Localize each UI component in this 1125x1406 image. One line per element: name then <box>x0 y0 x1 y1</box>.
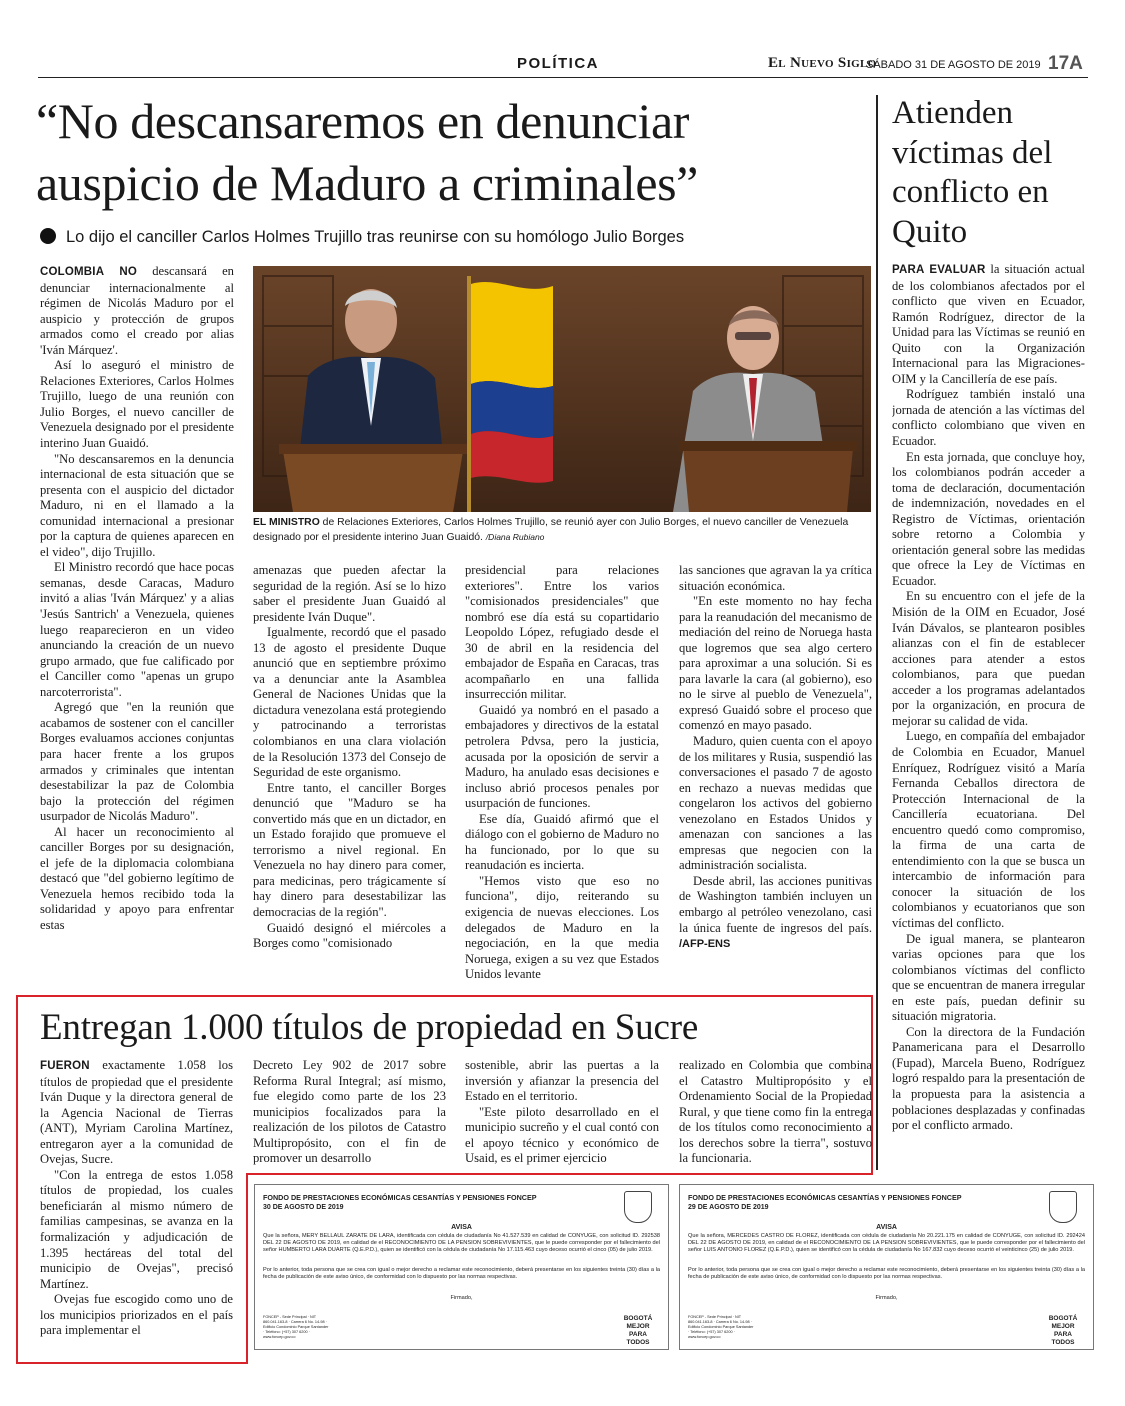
paragraph: "Este piloto desarrollado en el municipio sucreño y el cual contó con el apoyo técnico y económico de Usaid, es el primer ejercicio <box>465 1104 659 1166</box>
paragraph: Con la directora de la Fundación Panamericana para el Desarrollo (Fupad), Marcela Bueno, Rodríguez logró respaldo para la presentación de la propuesta para la asistencia a poblaciones desplazadas y confinadas por el conflicto armado. <box>892 1024 1085 1133</box>
photo-illustration <box>253 266 871 512</box>
paragraph: Al hacer un reconocimiento al canciller Borges por su designación, el jefe de la diplomacia colombiana destacó que "del gobierno legítimo de Venezuela hemos recibido toda la solidaridad y apoyo para enfrentar estas <box>40 824 234 932</box>
highlight-frame-bottom-right <box>246 1173 873 1175</box>
notice-date: 29 DE AGOSTO DE 2019 <box>688 1204 769 1211</box>
photo-caption <box>253 516 871 545</box>
notice-body-2: Por lo anterior, toda persona que se crea con igual o mejor derecho a reclamar este reconocimiento, deberá presentarse en los siguientes treinta (30) días a la fecha de publicación de este aviso único, de conformidad con lo dispuesto por las normas respectivas. <box>263 1267 660 1280</box>
paragraph: Luego, en compañía del embajador de Colombia en Ecuador, Manuel Enríquez, Rodríguez visitó a María Fernanda Ceballos directora de Protección Internacional de la Cancillería ecuatoriana. Del encuentro quedó como compromiso, la firma de una carta de entendimiento con la que se busca un intercambio de información para conocer la situación de los colombianos y ecuatorianos que son víctimas del conflicto. <box>892 729 1085 930</box>
notice-body-2: Por lo anterior, toda persona que se crea con igual o mejor derecho a reclamar este reconocimiento, deberá presentarse en los siguientes treinta (30) días a la fecha de publicación de este aviso único, de conformidad con lo dispuesto por las normas respectivas. <box>688 1267 1085 1280</box>
paragraph: FUERON exactamente 1.058 los títulos de propiedad que el presidente Iván Duque y la directora general de la Agencia Nacional de Tierras (ANT), Myriam Carolina Martínez, entregaron ayer a la comunidad de Ovejas, Sucre. <box>40 1058 233 1167</box>
main-col-1 <box>40 264 234 984</box>
caption-lead: EL MINISTRO <box>253 517 320 528</box>
notice-signed: Firmado, <box>875 1295 898 1301</box>
foncep-seal-icon <box>624 1191 652 1223</box>
main-col-3 <box>465 563 659 985</box>
notice-1 <box>254 1184 669 1350</box>
sucre-col-2 <box>253 1058 446 1168</box>
sucre-col-1 <box>40 1058 233 1350</box>
sucre-col-4 <box>679 1058 872 1168</box>
lead-in: PARA EVALUAR <box>892 264 986 276</box>
notice-date: 30 DE AGOSTO DE 2019 <box>263 1204 344 1211</box>
lead-in: COLOMBIA NO <box>40 266 137 278</box>
main-headline: “No descansaremos en denunciar auspicio de Maduro a criminales” <box>36 93 698 211</box>
deck-text: Lo dijo el canciller Carlos Holmes Trujillo tras reunirse con su homólogo Julio Borges <box>66 228 685 246</box>
notice-address: FONCEP - Sede Principal · NIT 860.041.163-8 · Carrera 6 No. 14-98 · Edificio Condominio Parque Santander · Teléfono: (+57) 307 6200 · www.foncep.gov.co <box>263 1315 329 1339</box>
notice-body: Que la señora, MERY BELLAUL ZARATE DE LARA, identificada con cédula de ciudadanía No 41.527.539 en calidad de CONYUGE, con solicitud ID. 292538 DEL 22 DE AGOSTO DE 2019, en calidad de el RECONOCIMIENTO DE LA PENSION SOBREVIVIENTES, que le puede corresponder por el fallecimiento del señor HUMBERTO LARA DUARTE (Q.E.P.D.), quien se identificó con la cédula de ciudadanía No 17.115.463 cuyo deceso ocurrió el cinco (05) de julio 2019. <box>263 1233 660 1253</box>
paragraph: Agregó que "en la reunión que acabamos de sostener con el canciller Borges evaluamos acciones conjuntas para hacer frente a los grupos armados y criminales que intentan desestabilizar la paz de Colombia bajo la protección del régimen usurpador de Nicolás Maduro". <box>40 700 234 824</box>
paragraph: Guaidó ya nombró en el pasado a embajadores y directivos de la estatal petrolera Pdvsa, pero la justicia, acusada por la oposición de servir a Maduro, ha anulado esas decisiones e incluso abrió procesos penales por usurpación de funciones. <box>465 702 659 811</box>
notice-org: FONDO DE PRESTACIONES ECONÓMICAS CESANTÍAS Y PENSIONES FONCEP <box>263 1193 537 1202</box>
foncep-seal-icon <box>1049 1191 1077 1223</box>
main-deck <box>40 228 860 247</box>
paragraph: Igualmente, recordó que el pasado 13 de agosto el presidente Duque anunció que en septiembre próximo va a denunciar ante la Asamblea General de Naciones Unidas que la dictadura venezolana está protegiendo y patrocinando a terroristas colombianos en una clara violación de la Resolución 1373 del Consejo de Seguridad de este organismo. <box>253 625 446 780</box>
notice-title: AVISA <box>451 1224 472 1231</box>
side-column-rule <box>876 95 878 1170</box>
header-rule <box>38 77 1088 78</box>
bullet-icon <box>40 228 56 244</box>
notice-body: Que la señora, MERCEDES CASTRO DE FLOREZ, identificada con cédula de ciudadanía No 20.221.175 en calidad de CONYUGE, con solicitud ID. 292424 DEL 22 DE AGOSTO DE 2019, en calidad de el RECONOCIMIENTO DE LA PENSION SOBREVIVIENTES, que le puede corresponder por el fallecimiento del señor LUIS ANTONIO FLOREZ (Q.E.P.D.), quien se identificó con la cédula de ciudadanía No 167.832 cuyo deceso ocurrió el veinticinco (25) de julio 2019. <box>688 1233 1085 1253</box>
paragraph: las sanciones que agravan la ya crítica situación económica. <box>679 563 872 593</box>
paragraph: En esta jornada, que concluye hoy, los colombianos podrán acceder a toma de declaración, documentación de indemnización, novedades en el Registro de Víctimas, orientación sobre retorno a Colombia y orientación general sobre las medidas que ofrece la Ley de Víctimas en Ecuador. <box>892 449 1085 588</box>
paragraph: Entre tanto, el canciller Borges denunció que "Maduro se ha convertido más que en un dictador, en un Estado forajido que promueve el terrorismo a nivel regional. En Venezuela no hay dinero para comer, para medicinas, pero trágicamente sí hay dinero para desestabilizar las democracias de la región". <box>253 780 446 920</box>
paragraph: "Hemos visto que eso no funciona", dijo, reiterando su exigencia de nuevas elecciones. Los delegados de Maduro en la negociación, en la que media Noruega, exigen a su vez que Estados Unidos levante <box>465 873 659 982</box>
paragraph: Ovejas fue escogido como uno de los municipios priorizados en el país para implementar el <box>40 1292 233 1338</box>
main-col-2 <box>253 563 446 985</box>
sucre-headline: Entregan 1.000 títulos de propiedad en Sucre <box>40 1007 699 1048</box>
caption-text: de Relaciones Exteriores, Carlos Holmes Trujillo, se reunió ayer con Julio Borges, el nuevo canciller de Venezuela designado por el presidente interino Juan Guaidó. <box>253 517 849 543</box>
paragraph: sostenible, abrir las puertas a la inversión y afianzar la presencia del Estado en el territorio. <box>465 1058 659 1104</box>
paragraph: presidencial para relaciones exteriores". Entre los varios "comisionados presidenciales" que nombró ese día está su copartidario Leopoldo López, refugiado desde el 30 de abril en la residencia del embajador de España en Caracas, tras acompañarlo en una fallida insurrección militar. <box>465 563 659 702</box>
notice-address: FONCEP - Sede Principal · NIT 860.041.163-8 · Carrera 6 No. 14-98 · Edificio Condominio Parque Santander · Teléfono: (+57) 307 6200 · www.foncep.gov.co <box>688 1315 754 1339</box>
side-body <box>892 262 1085 1167</box>
paragraph: realizado en Colombia que combina el Catastro Multipropósito y el Ordenamiento Social de la Propiedad Rural, y que tiene como fin la entrega de los títulos como reconocimiento a los derechos sobre la tierra", sostuvo la funcionaria. <box>679 1058 872 1166</box>
paragraph: Guaidó designó el miércoles a Borges como "comisionado <box>253 920 446 951</box>
bogota-logo: BOGOTÁ MEJOR PARA TODOS <box>1048 1315 1078 1346</box>
paragraph: amenazas que pueden afectar la seguridad de la región. Así se lo hizo saber el presidente Juan Guaidó al presidente Iván Duque". <box>253 563 446 624</box>
paragraph: En su encuentro con el jefe de la Misión de la OIM en Ecuador, José Iván Dávalos, se plantearon posibles alianzas con el fin de establecer acciones para atender a estos colombianos, para que puedan acceder a los programas adelantados por la organización, en procura de mejorar su calidad de vida. <box>892 589 1085 728</box>
side-headline: Atienden víctimas del conflicto en Quito <box>892 95 1053 250</box>
paragraph: Rodríguez también instaló una jornada de atención a las víctimas del conflicto colombiano que viven en Ecuador. <box>892 387 1085 449</box>
paragraph: El Ministro recordó que hace pocas semanas, desde Caracas, Maduro invitó a alias 'Iván Márquez' y a alias 'Jesús Santrich' a Venezuela, quienes luego reaparecieron en un video anunciando la creación de un nuevo grupo armado, que fue calificado por el Canciller como "apenas un grupo narcoterrorista". <box>40 560 234 699</box>
main-col-4 <box>679 563 872 985</box>
notice-org: FONDO DE PRESTACIONES ECONÓMICAS CESANTÍAS Y PENSIONES FONCEP <box>688 1193 962 1202</box>
paragraph: "No descansaremos en la denuncia internacional de esta situación que se presenta con el auspicio del dictador Maduro, ni en el llamado a la comunidad internacional a presionar por la captura de quienes aparecen en el video", dijo Trujillo. <box>40 451 234 559</box>
photo-credit: /Diana Rubiano <box>485 532 545 542</box>
section-label: POLÍTICA <box>517 55 599 72</box>
byline-signature: /AFP-ENS <box>679 938 731 951</box>
notice-title: AVISA <box>876 1224 897 1231</box>
paragraph: Desde abril, las acciones punitivas de Washington también incluyen un embargo al petróleo venezolano, casi la única fuente de ingresos del país. /AFP-ENS <box>679 873 872 951</box>
paragraph: Maduro, quien cuenta con el apoyo de los militares y Rusia, suspendió las conversaciones el pasado 7 de agosto en rechazo a nuevas medidas que congelaron los activos del gobierno venezolano en Estados Unidos y amenazan con sanciones a las empresas que negocien con la administración socialista. <box>679 734 872 873</box>
paragraph: Ese día, Guaidó afirmó que el diálogo con el gobierno de Maduro no ha funcionado, por lo que su reanudación es incierta. <box>465 811 659 873</box>
paragraph: "En este momento no hay fecha para la reanudación del mecanismo de mediación del reino de Noruega hasta que logremos que sea algo certero para aproximar a una solución. Si es para lavarle la cara (al gobierno), eso no le sirve al pueblo de Venezuela", expresó Guaidó sobre el proceso que comenzó en mayo pasado. <box>679 594 872 733</box>
lead-in: FUERON <box>40 1060 90 1072</box>
issue-date: SÁBADO 31 DE AGOSTO DE 2019 <box>866 59 1041 71</box>
main-photo <box>253 266 871 512</box>
paragraph: COLOMBIA NO descansará en denunciar internacionalmente al régimen de Nicolás Maduro por el auspicio y protección de grupos armados como el creado por alias 'Iván Márquez'. <box>40 264 234 357</box>
paragraph: PARA EVALUAR la situación actual de los colombianos afectados por el conflicto que viven en Ecuador, Ramón Rodríguez, director de la Unidad para las Víctimas se reunió en Quito con la Organización Internacional para las Migraciones-OIM y la Cancillería de ese país. <box>892 262 1085 386</box>
notice-2 <box>679 1184 1094 1350</box>
bogota-logo: BOGOTÁ MEJOR PARA TODOS <box>623 1315 653 1346</box>
masthead: El Nuevo Siglo <box>768 55 877 71</box>
page-number: 17A <box>1048 53 1083 74</box>
paragraph: "Con la entrega de estos 1.058 títulos de propiedad, los cuales beneficiarán al mismo número de familias campesinas, se avanza en la formalización y adjudicación de 1.395 hectáreas del total del municipio de Ovejas", precisó Martínez. <box>40 1167 233 1291</box>
paragraph: Decreto Ley 902 de 2017 sobre Reforma Rural Integral; así mismo, fue elegido como parte de los 23 municipios focalizados para la realización de los pilotos de Catastro Multipropósito, con el fin de promover un desarrollo <box>253 1058 446 1166</box>
paragraph: Así lo aseguró el ministro de Relaciones Exteriores, Carlos Holmes Trujillo, luego de una reunión con Julio Borges, el nuevo canciller de Venezuela designado por el presidente interino Juan Guaidó. <box>40 358 234 451</box>
notice-signed: Firmado, <box>450 1295 473 1301</box>
paragraph: De igual manera, se plantearon varias opciones para que los colombianos víctimas del conflicto que se encuentran de manera irregular en este país, puedan definir su situación migratoria. <box>892 931 1085 1024</box>
sucre-col-3 <box>465 1058 659 1168</box>
